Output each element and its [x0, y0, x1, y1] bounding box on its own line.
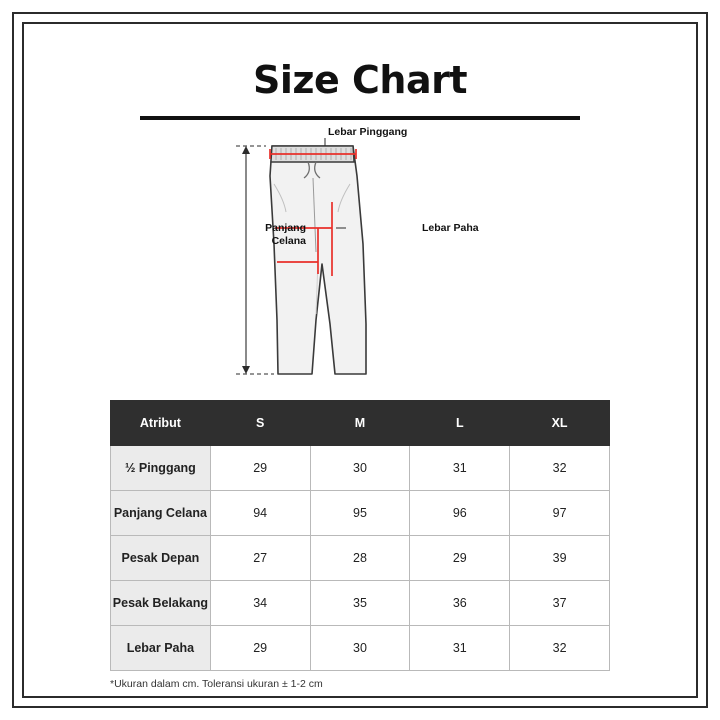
table-body: [111, 446, 610, 671]
row-attribute: Lebar Paha: [111, 626, 211, 671]
cell-s: 29: [210, 626, 310, 671]
page-title: Size Chart: [252, 58, 467, 102]
label-pants-length: [248, 222, 306, 248]
table-row: [111, 581, 610, 626]
table-row: [111, 536, 610, 581]
cell-xl: 32: [510, 626, 610, 671]
cell-m: 28: [310, 536, 410, 581]
label-thigh-width: Lebar Paha: [422, 222, 479, 234]
size-table: [110, 400, 610, 671]
table-row: [111, 626, 610, 671]
table-header-attribute: Atribut: [111, 401, 211, 446]
cell-l: 29: [410, 536, 510, 581]
cell-m: 95: [310, 491, 410, 536]
cell-m: 30: [310, 446, 410, 491]
cell-s: 29: [210, 446, 310, 491]
table-header-row: [111, 401, 610, 446]
row-attribute: Pesak Depan: [111, 536, 211, 581]
label-pants-length-line2: Celana: [271, 235, 306, 248]
title-underline: [140, 116, 580, 120]
row-attribute: ½ Pinggang: [111, 446, 211, 491]
cell-l: 96: [410, 491, 510, 536]
table-row: [111, 491, 610, 536]
cell-xl: 32: [510, 446, 610, 491]
cell-s: 27: [210, 536, 310, 581]
row-attribute: Pesak Belakang: [111, 581, 211, 626]
cell-l: 31: [410, 626, 510, 671]
content-area: [40, 40, 680, 690]
table-header-xl: XL: [510, 401, 610, 446]
table-head: [111, 401, 610, 446]
table-header-l: L: [410, 401, 510, 446]
table-row: [111, 446, 610, 491]
length-dimension: [236, 146, 274, 374]
cell-s: 94: [210, 491, 310, 536]
table-header-m: M: [310, 401, 410, 446]
cell-l: 31: [410, 446, 510, 491]
pants-diagram-svg: [150, 124, 570, 396]
table-header-s: S: [210, 401, 310, 446]
cell-m: 35: [310, 581, 410, 626]
label-pants-length-line1: Panjang: [265, 222, 306, 234]
label-waist-width: Lebar Pinggang: [328, 126, 408, 138]
cell-xl: 97: [510, 491, 610, 536]
row-attribute: Panjang Celana: [111, 491, 211, 536]
cell-xl: 37: [510, 581, 610, 626]
measurement-note: *Ukuran dalam cm. Toleransi ukuran ± 1-2 cm: [110, 678, 323, 690]
cell-s: 34: [210, 581, 310, 626]
cell-xl: 39: [510, 536, 610, 581]
cell-l: 36: [410, 581, 510, 626]
pants-illustration: [40, 124, 680, 396]
cell-m: 30: [310, 626, 410, 671]
